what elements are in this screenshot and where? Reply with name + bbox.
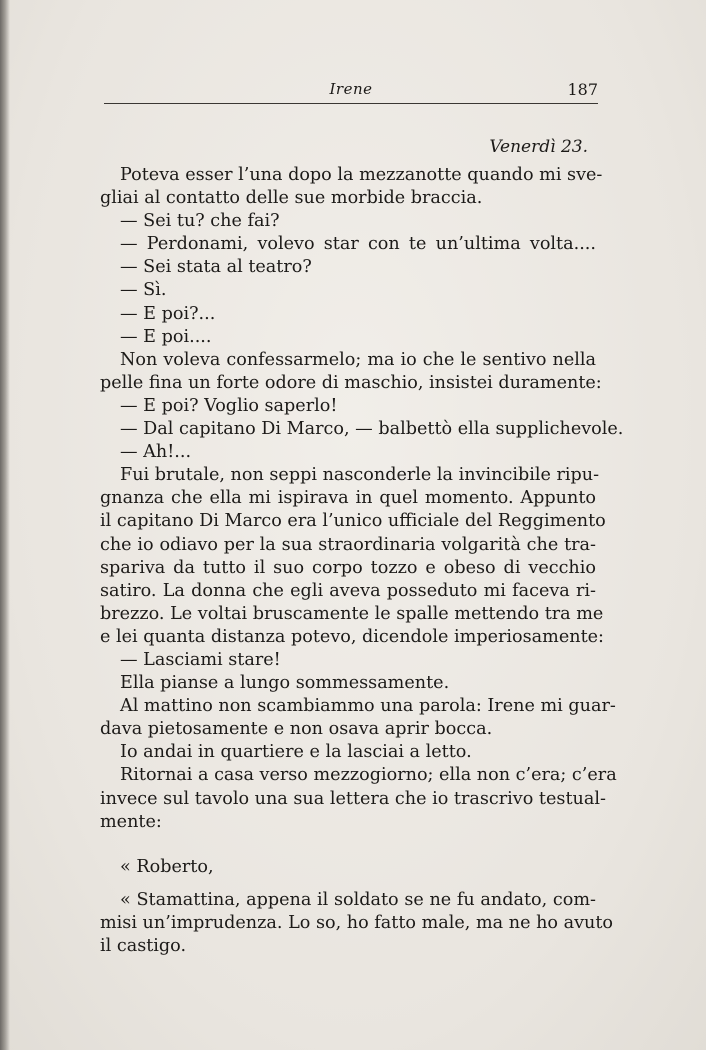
text-line: spariva da tutto il suo corpo tozzo e obeso di vecchio bbox=[100, 557, 596, 578]
running-title: Irene bbox=[329, 80, 373, 98]
text-line: Ella pianse a lungo sommessamente. bbox=[120, 673, 450, 694]
text-line: Non voleva confessarmelo; ma io che le sentivo nella bbox=[120, 349, 596, 370]
text-line: satiro. La donna che egli aveva posseduto mi faceva ri- bbox=[100, 580, 596, 601]
text-line: gnanza che ella mi ispirava in quel momento. Appunto bbox=[100, 488, 596, 509]
text-line: mente: bbox=[100, 811, 162, 832]
text-line: — E poi.... bbox=[120, 326, 212, 347]
text-line: il capitano Di Marco era l’unico ufficiale del Reggimento bbox=[100, 511, 606, 532]
text-line: brezzo. Le voltai bruscamente le spalle mettendo tra me bbox=[100, 603, 604, 624]
text-line: — Sì. bbox=[120, 280, 167, 301]
text-line: misi un’imprudenza. Lo so, ho fatto male, ma ne ho avuto bbox=[100, 912, 614, 933]
text-line: — E poi? Voglio saperlo! bbox=[120, 395, 338, 416]
text-line: Poteva esser l’una dopo la mezzanotte quando mi sve- bbox=[120, 165, 603, 185]
text-line: pelle fina un forte odore di maschio, insistei duramente: bbox=[100, 372, 602, 393]
text-line: il castigo. bbox=[100, 936, 187, 956]
text-line: Ritornai a casa verso mezzogiorno; ella non c’era; c’era bbox=[120, 765, 617, 786]
text-line: che io odiavo per la sua straordinaria volgarità che tra- bbox=[100, 534, 596, 555]
page-number: 187 bbox=[567, 80, 598, 99]
header-rule bbox=[104, 103, 598, 104]
text-line: — Ah!... bbox=[120, 442, 192, 463]
page-binding-edge bbox=[0, 0, 10, 1050]
text-line: e lei quanta distanza potevo, dicendole imperiosamente: bbox=[100, 626, 604, 647]
body-text bbox=[100, 164, 624, 958]
page-header bbox=[104, 80, 598, 104]
text-line: Io andai in quartiere e la lasciai a letto. bbox=[120, 742, 472, 763]
text-line: — Sei tu? che fai? bbox=[120, 211, 280, 232]
text-line: « Stamattina, appena il soldato se ne fu andato, com- bbox=[120, 889, 596, 910]
text-line: — E poi?... bbox=[120, 303, 216, 324]
text-line: — Lasciami stare! bbox=[120, 649, 281, 670]
dateline: Venerdì 23. bbox=[489, 137, 588, 157]
text-line: Fui brutale, non seppi nasconderle la invincibile ripu- bbox=[120, 465, 600, 486]
text-line: invece sul tavolo una sua lettera che io trascrivo testual- bbox=[100, 788, 606, 809]
text-line: dava pietosamente e non osava aprir bocca. bbox=[100, 719, 493, 740]
text-line: — Perdonami, volevo star con te un’ultima volta.... bbox=[120, 234, 596, 255]
text-line: — Sei stata al teatro? bbox=[120, 257, 312, 278]
text-line: Al mattino non scambiammo una parola: Irene mi guar- bbox=[120, 696, 616, 717]
text-line: — Dal capitano Di Marco, — balbettò ella supplichevole. bbox=[120, 419, 624, 440]
text-line: gliai al contatto delle sue morbide braccia. bbox=[100, 188, 483, 209]
letter-salutation: « Roberto, bbox=[120, 856, 214, 877]
